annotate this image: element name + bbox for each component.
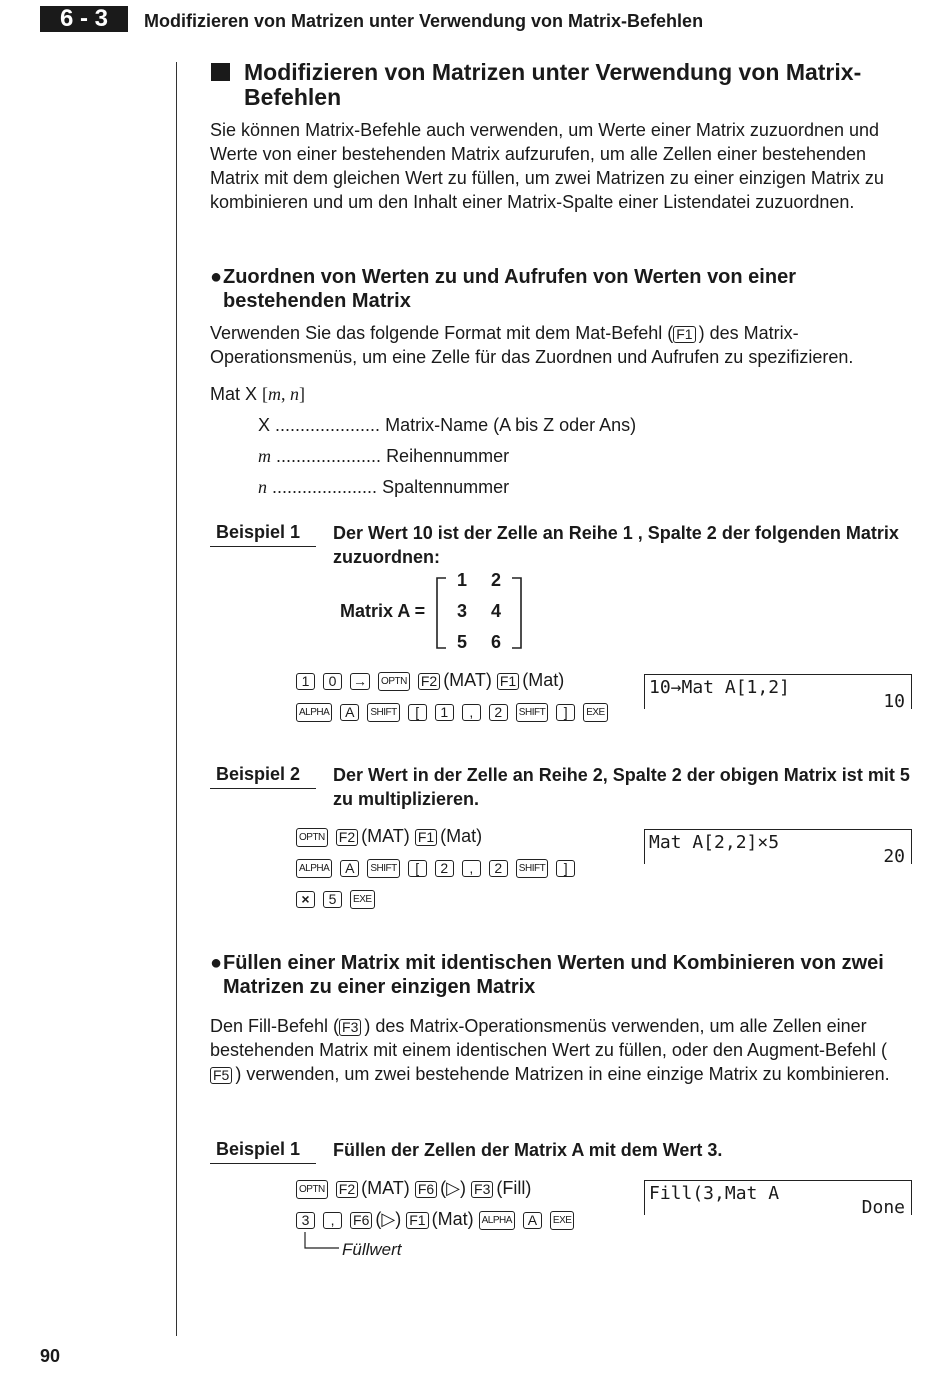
- example-desc: Füllen der Zellen der Matrix A mit dem Wert 3.: [333, 1140, 723, 1160]
- matrix-cell: 5: [457, 632, 468, 652]
- note-connector: [303, 1232, 343, 1252]
- comma-key: ,: [462, 860, 481, 877]
- section-title: Modifizieren von Matrizen unter Verwendung von Matrix-Befehlen: [244, 59, 862, 110]
- multiply-key: ×: [296, 891, 315, 908]
- f1-key: F1: [497, 673, 519, 690]
- calculator-screen: [644, 674, 912, 712]
- example-label: Beispiel 1: [210, 1139, 316, 1164]
- page-number: 90: [40, 1346, 61, 1366]
- chapter-number: 6 - 3: [40, 6, 128, 32]
- f2-key: F2: [418, 673, 440, 690]
- sub2-text: Den Fill-Befehl ( F3 ) des Matrix-Operationsmenüs verwenden, um alle Zellen einer bestehenden Matrix mit einem identischen Wert zu füllen, oder den Augment-Befehl (F5 ) verwenden, um zwei bestehende Matrizen in eine einzige Matrix zu kombinieren.: [210, 1016, 890, 1084]
- key-1: 1: [435, 704, 454, 721]
- calculator-screen: [644, 829, 912, 867]
- ex1-keys-line2: [296, 696, 611, 726]
- ex2-keys-line1: OPTN F2 (MAT) F1 (Mat): [296, 821, 482, 851]
- key-2: 2: [489, 704, 508, 721]
- right-bracket-key: ]: [556, 860, 575, 877]
- bullet-icon: ●: [210, 952, 223, 974]
- f6-key: F6: [415, 1181, 437, 1198]
- example-label: Beispiel 1: [210, 522, 316, 547]
- format-line: Mat X [m, n]: [210, 384, 306, 404]
- matrix-cell: 3: [457, 601, 468, 621]
- a-key: A: [340, 860, 359, 877]
- a-key: A: [340, 704, 359, 721]
- key-1: 1: [296, 673, 315, 690]
- left-bracket-key: [: [408, 860, 427, 877]
- exe-key: EXE: [350, 890, 375, 909]
- f1-key: F1: [415, 829, 437, 846]
- margin-rule: [176, 62, 177, 1336]
- example-desc: Der Wert 10 ist der Zelle an Reihe 1 , Spalte 2 der folgenden Matrix zuzuordnen:: [333, 523, 899, 567]
- ex1-keys-line1: 1 0 → OPTN F2 (MAT) F1 (Mat): [296, 665, 564, 695]
- matrix-cell: 1: [457, 570, 468, 590]
- comma-key: ,: [462, 704, 481, 721]
- exe-key: EXE: [550, 1211, 575, 1230]
- f3-key: F3: [339, 1019, 361, 1036]
- screen-result: 10: [883, 691, 905, 712]
- screen-line1: 10→Mat A[1,2]: [649, 677, 790, 698]
- optn-key: OPTN: [296, 828, 328, 847]
- calculator-screen: [644, 1180, 912, 1218]
- ex3-keys-line1: OPTN F2 (MAT) F6 (▷) F3 (Fill): [296, 1173, 531, 1203]
- shift-key: SHIFT: [516, 703, 548, 722]
- shift-key: SHIFT: [367, 703, 399, 722]
- alpha-key: ALPHA: [296, 703, 332, 722]
- fill-value-note: Füllwert: [342, 1240, 402, 1259]
- ex2-keys-line2: [296, 852, 578, 882]
- key-0: 0: [323, 673, 342, 690]
- ex2-keys-line3: [296, 883, 378, 913]
- f6-key: F6: [350, 1212, 372, 1229]
- f5-key: F5: [210, 1067, 232, 1084]
- shift-key: SHIFT: [367, 859, 399, 878]
- def-m: m ..................... Reihennummer: [258, 446, 510, 466]
- f1-key: F1: [406, 1212, 428, 1229]
- f2-key: F2: [336, 1181, 358, 1198]
- screen-line1: Fill(3,Mat A: [649, 1183, 780, 1204]
- f2-key: F2: [336, 829, 358, 846]
- a-key: A: [523, 1212, 542, 1229]
- example-desc: Der Wert in der Zelle an Reihe 2, Spalte 2 der obigen Matrix ist mit 5 zu multiplizieren.: [333, 765, 910, 809]
- alpha-key: ALPHA: [479, 1211, 515, 1230]
- screen-result: Done: [861, 1197, 905, 1218]
- def-n: n ..................... Spaltennummer: [258, 477, 510, 497]
- f3-key: F3: [471, 1181, 493, 1198]
- screen-line1: Mat A[2,2]×5: [649, 832, 780, 853]
- shift-key: SHIFT: [516, 859, 548, 878]
- sub1-title: Zuordnen von Werten zu und Aufrufen von Werten von einer bestehenden Matrix: [223, 266, 796, 312]
- bullet-icon: ●: [210, 266, 223, 288]
- sub2-title: Füllen einer Matrix mit identischen Werten und Kombinieren von zwei Matrizen zu einer einzigen Matrix: [223, 952, 884, 998]
- f1-key: F1: [673, 326, 695, 343]
- key-5: 5: [323, 891, 342, 908]
- optn-key: OPTN: [296, 1180, 328, 1199]
- def-x: X ..................... Matrix-Name (A bis Z oder Ans): [258, 415, 637, 435]
- matrix-cell: 4: [491, 601, 502, 621]
- screen-result: 20: [883, 846, 905, 867]
- store-arrow-key: →: [350, 673, 370, 690]
- sub1-text: Verwenden Sie das folgende Format mit dem Mat-Befehl ( F1 ) des Matrix-Operationsmenüs, um eine Zelle für das Zuordnen und Aufrufen zu spezifizieren.: [210, 323, 854, 367]
- matrix-cell: 2: [491, 570, 502, 590]
- key-2: 2: [435, 860, 454, 877]
- left-bracket-key: [: [408, 704, 427, 721]
- matrix-brackets: [434, 572, 528, 652]
- matrix-label: Matrix A =: [340, 601, 426, 621]
- optn-key: OPTN: [378, 672, 410, 691]
- chapter-title: Modifizieren von Matrizen unter Verwendung von Matrix-Befehlen: [144, 11, 704, 31]
- section-intro: Sie können Matrix-Befehle auch verwenden, um Werte einer Matrix zuzuordnen und Werte von einer bestehenden Matrix aufzurufen, um alle Zellen einer bestehenden Matrix mit dem gleichen Wert zu füllen, um zwei Matrizen zu einer einzigen Matrix zu kombinieren und um den Inhalt einer Matrix-Spalte einer Listendatei zuzuordnen.: [210, 120, 884, 212]
- matrix-cell: 6: [491, 632, 502, 652]
- example-label: Beispiel 2: [210, 764, 316, 789]
- comma-key: ,: [323, 1212, 342, 1229]
- right-bracket-key: ]: [556, 704, 575, 721]
- key-2: 2: [489, 860, 508, 877]
- section-square-icon: [211, 63, 230, 81]
- key-3: 3: [296, 1212, 315, 1229]
- exe-key: EXE: [583, 703, 608, 722]
- ex3-keys-line2: 3 , F6 (▷) F1 (Mat) ALPHA A EXE: [296, 1204, 577, 1234]
- alpha-key: ALPHA: [296, 859, 332, 878]
